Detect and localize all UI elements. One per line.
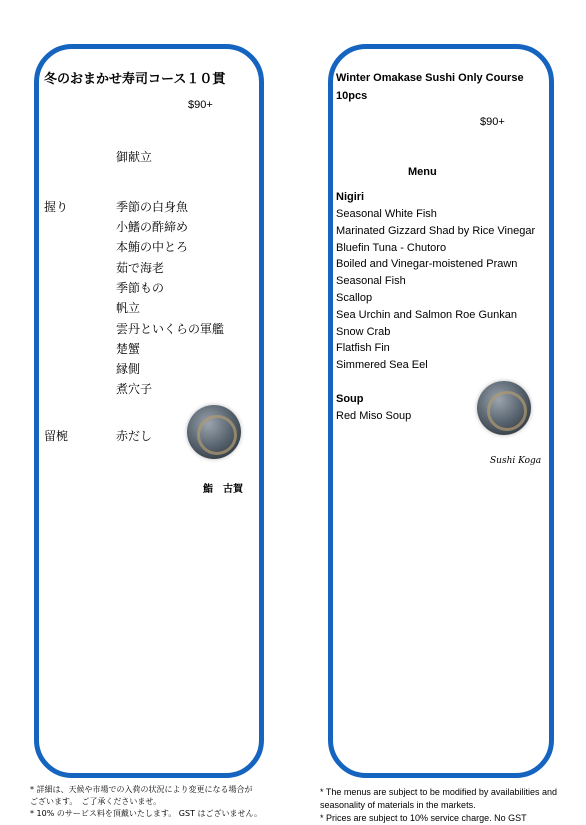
en-nigiri-item: Simmered Sea Eel — [336, 359, 428, 371]
en-nigiri-item: Bluefin Tuna - Chutoro — [336, 242, 447, 254]
jp-nigiri-item: 季節の白身魚 — [116, 200, 189, 214]
en-nigiri-item: Seasonal White Fish — [336, 208, 437, 220]
en-course-title-line2: 10pcs — [336, 90, 368, 102]
jp-nigiri-item: 茹で海老 — [116, 261, 165, 275]
en-nigiri-item: Boiled and Vinegar-moistened Prawn — [336, 258, 518, 270]
en-course-title-line1: Winter Omakase Sushi Only Course — [336, 72, 524, 84]
en-menu-heading: Menu — [408, 166, 437, 178]
jp-nigiri-item: 煮穴子 — [116, 382, 153, 396]
en-nigiri-label: Nigiri — [336, 191, 365, 203]
en-footnote-line: * Prices are subject to 10% service charge. No GST — [320, 813, 527, 823]
jp-nigiri-item: 季節もの — [116, 281, 165, 295]
jp-nigiri-label: 握り — [44, 200, 69, 214]
jp-nigiri-item: 雲丹といくらの軍艦 — [116, 322, 225, 336]
jp-nigiri-item: 縁側 — [116, 362, 141, 376]
en-signature: Sushi Koga — [490, 456, 542, 466]
en-footnote-line: seasonality of materials in the markets. — [320, 800, 476, 810]
jp-footnote-line: * 詳細は、天候や市場での入荷の状況により変更になる場合が — [30, 785, 253, 794]
soup-bowl-image — [187, 405, 241, 459]
en-nigiri-item: Marinated Gizzard Shad by Rice Vinegar — [336, 225, 536, 237]
en-nigiri-item: Scallop — [336, 292, 373, 304]
en-nigiri-item: Seasonal Fish — [336, 275, 406, 287]
jp-menu-heading: 御献立 — [116, 150, 153, 164]
jp-course-title: 冬のおまかせ寿司コース１０貫 — [44, 72, 226, 87]
jp-price: $90+ — [188, 99, 213, 111]
en-nigiri-item: Flatfish Fin — [336, 342, 390, 354]
jp-footnotes — [30, 784, 262, 820]
en-soup-item: Red Miso Soup — [336, 410, 412, 422]
en-footnote-line: * The menus are subject to be modified by availabilities and — [320, 787, 557, 797]
jp-nigiri-item: 楚蟹 — [116, 342, 141, 356]
jp-nigiri-item: 本鮪の中とろ — [116, 240, 189, 254]
jp-nigiri-item: 小鰭の酢締め — [116, 220, 189, 234]
soup-bowl-image — [477, 381, 531, 435]
jp-nigiri-item: 帆立 — [116, 301, 141, 315]
en-footnotes — [320, 786, 557, 825]
jp-soup-item: 赤だし — [116, 429, 153, 443]
jp-signature: 鮨 古賀 — [203, 484, 243, 495]
en-nigiri-item: Sea Urchin and Salmon Roe Gunkan — [336, 309, 517, 321]
jp-footnote-line: ございます。 ご了承くださいませ。 — [30, 797, 162, 806]
jp-soup-label: 留椀 — [44, 429, 69, 443]
jp-footnote-line: * 10% のサービス料を頂戴いたします。 GST はございません。 — [30, 809, 262, 818]
en-price: $90+ — [480, 116, 505, 128]
en-nigiri-item: Snow Crab — [336, 326, 391, 338]
en-soup-label: Soup — [336, 393, 364, 405]
